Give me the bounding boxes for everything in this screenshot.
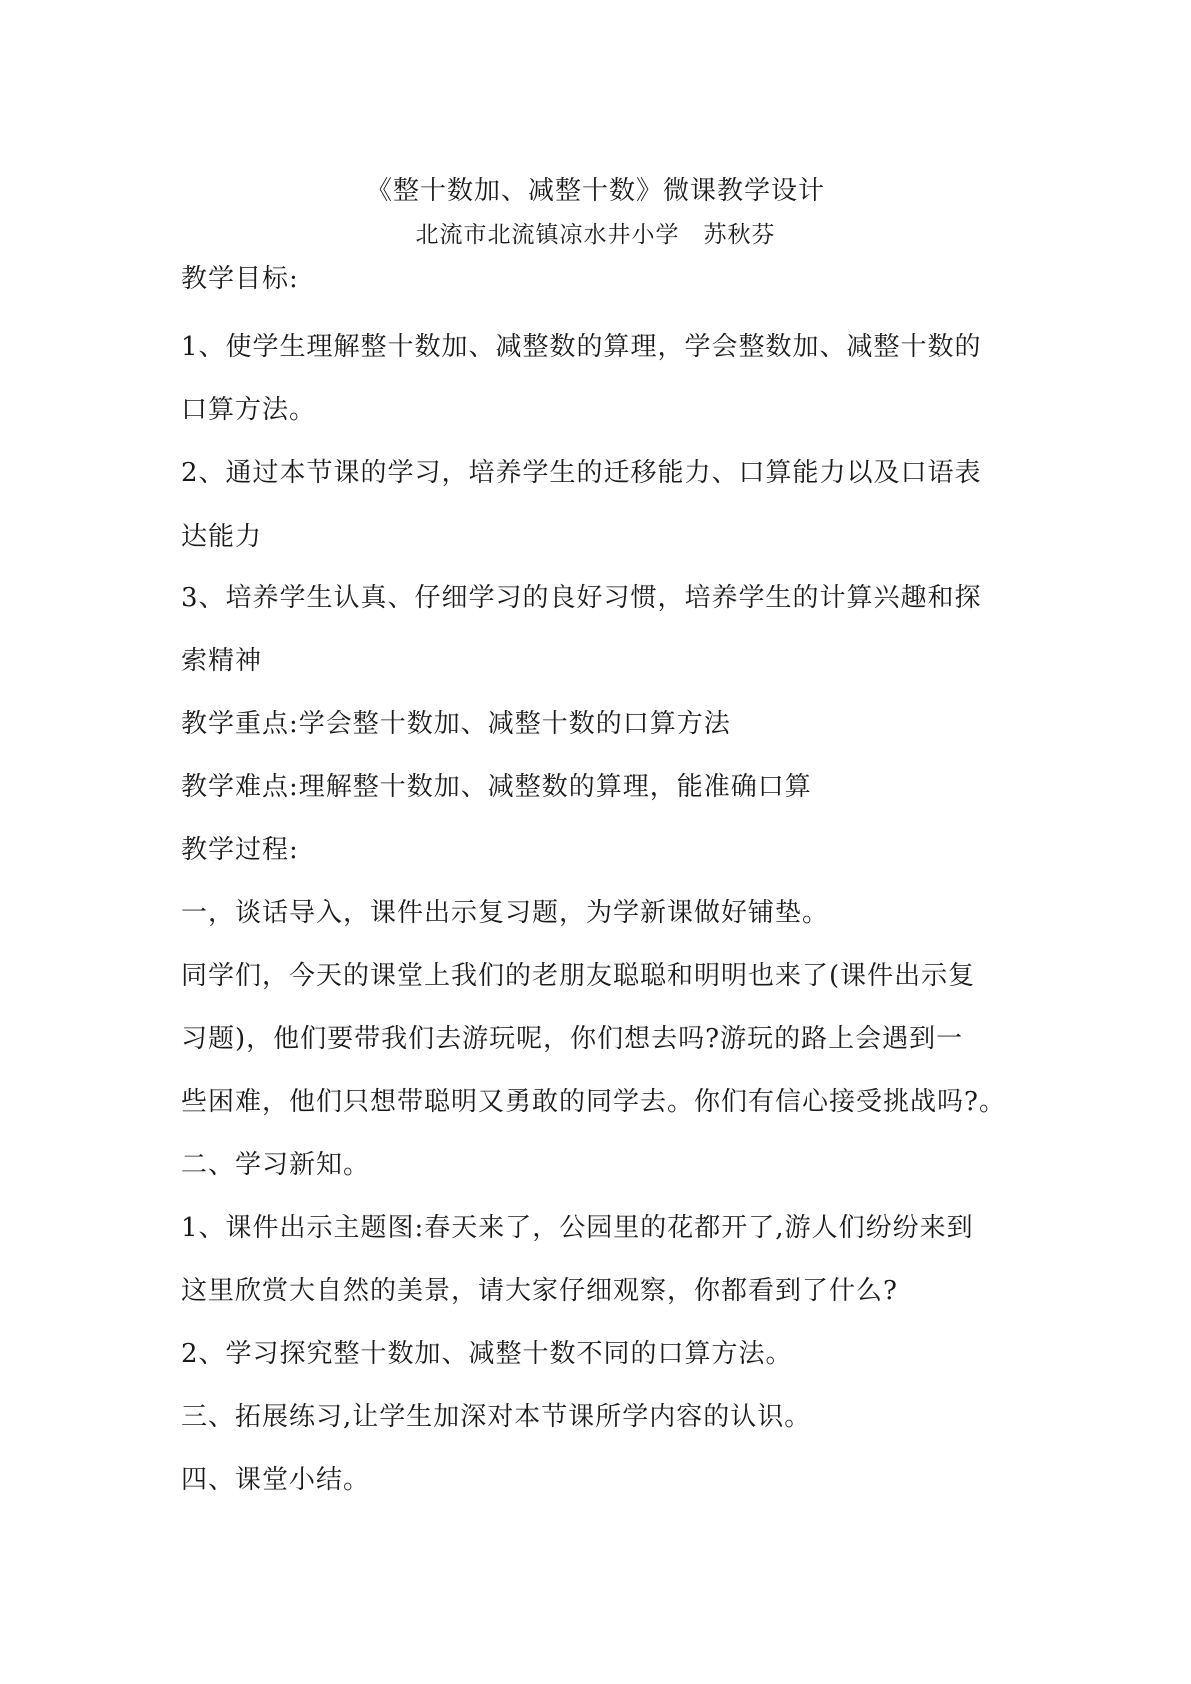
- text-line: 达能力: [181, 522, 263, 552]
- text-line: 3、培养学生认真、仔细学习的良好习惯，培养学生的计算兴趣和探: [181, 583, 982, 613]
- text-line: 索精神: [181, 646, 263, 676]
- text-line: 2、学习探究整十数加、减整十数不同的口算方法。: [181, 1339, 793, 1369]
- text-line: 同学们，今天的课堂上我们的老朋友聪聪和明明也来了(课件出示复: [181, 961, 976, 991]
- text-line: 2、通过本节课的学习，培养学生的迁移能力、口算能力以及口语表: [181, 458, 982, 488]
- text-line: 一，谈话导入，课件出示复习题，为学新课做好铺垫。: [181, 898, 830, 928]
- section-heading-process: 教学过程:: [181, 835, 299, 865]
- section-heading-objectives: 教学目标:: [181, 264, 299, 294]
- text-line: 1、课件出示主题图:春天来了，公园里的花都开了,游人们纷纷来到: [181, 1213, 974, 1243]
- text-line: 三、拓展练习,让学生加深对本节课所学内容的认识。: [181, 1402, 812, 1432]
- key-point-line: 教学重点:学会整十数加、减整十数的口算方法: [181, 709, 731, 739]
- text-line: 二、学习新知。: [181, 1150, 371, 1180]
- difficulty-line: 教学难点:理解整十数加、减整数的算理，能准确口算: [181, 772, 812, 802]
- text-line: 口算方法。: [181, 395, 317, 425]
- document-title: 《整十数加、减整十数》微课教学设计: [365, 176, 825, 206]
- text-line: 些困难，他们只想带聪明又勇敢的同学去。你们有信心接受挑战吗?。: [181, 1087, 1006, 1117]
- text-line: 四、课堂小结。: [181, 1465, 371, 1495]
- text-line: 习题)，他们要带我们去游玩呢，你们想去吗?游玩的路上会遇到一: [181, 1024, 964, 1054]
- text-line: 这里欣赏大自然的美景，请大家仔细观察，你都看到了什么?: [181, 1276, 898, 1306]
- text-line: 1、使学生理解整十数加、减整数的算理，学会整数加、减整十数的: [181, 332, 982, 362]
- author-line: 北流市北流镇凉水井小学 苏秋芬: [415, 222, 776, 248]
